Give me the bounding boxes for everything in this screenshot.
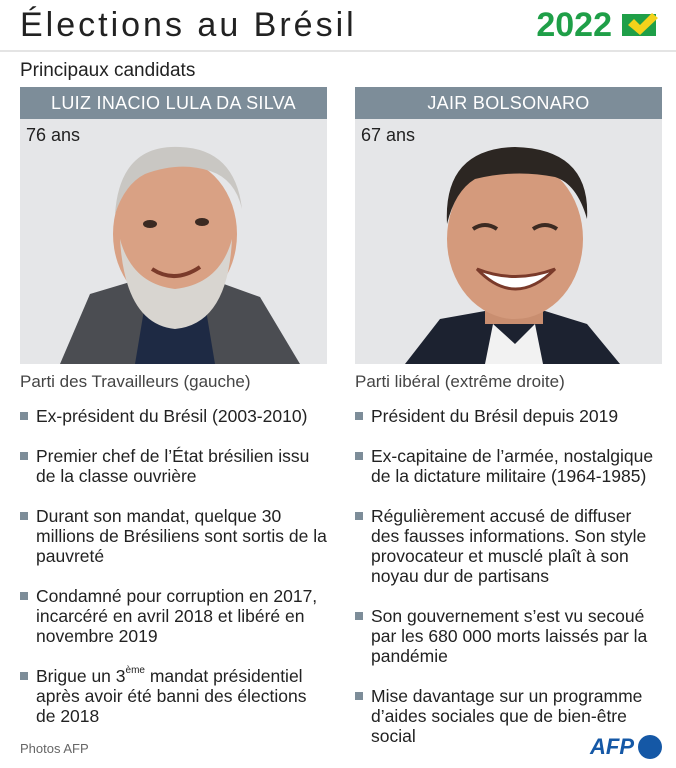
year-label: 2022 xyxy=(536,6,612,44)
header-divider xyxy=(0,50,676,52)
list-item: Condamné pour corruption en 2017, incarcéré en avril 2018 et libéré en novembre 2019 xyxy=(20,586,327,646)
list-item: Régulièrement accusé de diffuser des fausses informations. Son style provocateur et musclé plaît à son noyau dur de partisans xyxy=(355,506,662,586)
bullet-square-icon xyxy=(20,452,28,460)
page-title: Élections au Brésil xyxy=(20,6,357,44)
portrait-image xyxy=(20,119,327,364)
header xyxy=(0,0,676,50)
list-item: Président du Brésil depuis 2019 xyxy=(355,406,662,426)
bullet-square-icon xyxy=(355,612,363,620)
afp-logo-text: AFP xyxy=(590,734,634,759)
bullet-square-icon xyxy=(20,672,28,680)
bullet-square-icon xyxy=(355,692,363,700)
afp-logo xyxy=(572,734,662,760)
candidate-party: Parti des Travailleurs (gauche) xyxy=(20,372,251,391)
bullet-square-icon xyxy=(20,592,28,600)
list-item: Brigue un 3ème mandat présidentiel après avoir été banni des élections de 2018 xyxy=(20,666,327,726)
candidate-age: 67 ans xyxy=(361,125,416,145)
candidate-photo xyxy=(355,119,662,364)
photo-credit: Photos AFP xyxy=(20,741,89,756)
candidate-column-bolsonaro xyxy=(355,87,662,766)
candidate-name: JAIR BOLSONARO xyxy=(355,87,662,119)
list-item: Ex-capitaine de l’armée, nostalgique de la dictature militaire (1964-1985) xyxy=(355,446,662,486)
list-item: Premier chef de l’État brésilien issu de la classe ouvrière xyxy=(20,446,327,486)
list-item: Durant son mandat, quelque 30 millions de Brésiliens sont sortis de la pauvreté xyxy=(20,506,327,566)
bullet-square-icon xyxy=(355,412,363,420)
bullet-square-icon xyxy=(355,512,363,520)
candidate-bullet-list xyxy=(20,406,327,726)
candidate-age: 76 ans xyxy=(26,125,81,145)
brazil-checkmark-icon xyxy=(618,10,660,38)
bullet-square-icon xyxy=(20,412,28,420)
candidate-photo xyxy=(20,119,327,364)
bullet-square-icon xyxy=(20,512,28,520)
afp-dot-icon xyxy=(638,735,662,759)
candidate-column-lula xyxy=(20,87,327,746)
portrait-image xyxy=(355,119,662,364)
candidate-party: Parti libéral (extrême droite) xyxy=(355,372,565,391)
candidate-name: LUIZ INACIO LULA DA SILVA xyxy=(20,87,327,119)
list-item: Ex-président du Brésil (2003-2010) xyxy=(20,406,327,426)
bullet-square-icon xyxy=(355,452,363,460)
subtitle: Principaux candidats xyxy=(20,60,196,81)
candidate-bullet-list xyxy=(355,406,662,746)
list-item: Mise davantage sur un programme d’aides sociales que de bien-être social xyxy=(355,686,662,746)
list-item: Son gouvernement s’est vu secoué par les 680 000 morts laissés par la pandémie xyxy=(355,606,662,666)
